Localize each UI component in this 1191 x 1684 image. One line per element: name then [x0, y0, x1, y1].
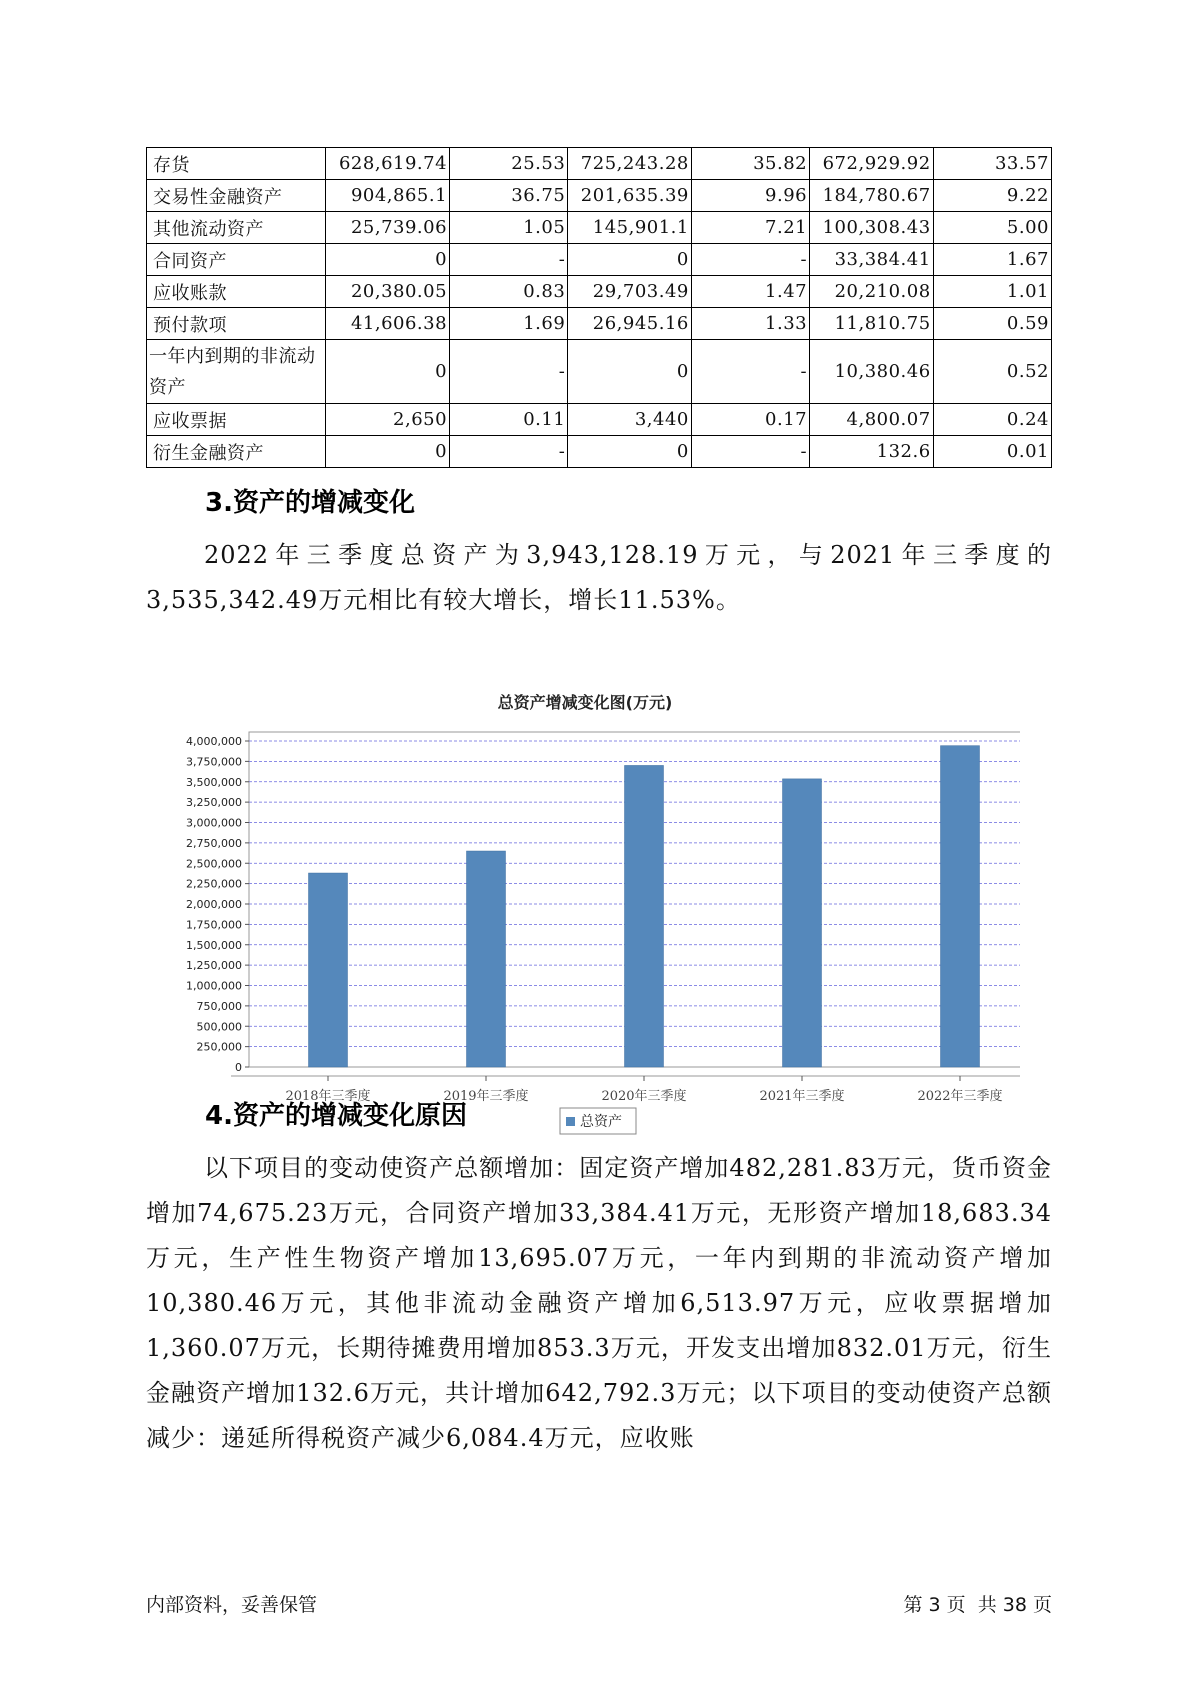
y-tick-label: 3,250,000	[186, 796, 242, 810]
value-cell: 20,210.08	[810, 276, 934, 308]
table-row	[147, 436, 1052, 468]
value-cell: 201,635.39	[568, 180, 692, 212]
y-tick-label: 4,000,000	[186, 735, 242, 748]
asset-table	[146, 147, 1052, 468]
percent-cell: 0.59	[933, 308, 1051, 340]
legend-swatch	[566, 1117, 575, 1126]
footer-confidential: 内部资料，妥善保管	[146, 1594, 318, 1616]
percent-cell: 0.24	[933, 404, 1051, 436]
percent-cell: -	[691, 340, 809, 404]
value-cell: 725,243.28	[568, 148, 692, 180]
percent-cell: 0.83	[450, 276, 568, 308]
percent-cell: 5.00	[933, 212, 1051, 244]
table-row	[147, 276, 1052, 308]
section-4-paragraph: 以下项目的变动使资产总额增加：固定资产增加482,281.83万元，货币资金增加74,675.23万元，合同资产增加33,384.41万元，无形资产增加18,683.34万元，生产性生物资产增加13,695.07万元，一年内到期的非流动资产增加10,380.46万元，其他非流动金融资产增加6,513.97万元，应收票据增加1,360.07万元，长期待摊费用增加853.3万元，开发支出增加832.01万元，衍生金融资产增加132.6万元，共计增加642,792.3万元；以下项目的变动使资产总额减少：递延所得税资产减少6,084.4万元，应收账	[146, 1154, 1052, 1452]
y-tick-label: 500,000	[196, 1020, 242, 1034]
value-cell: 41,606.38	[326, 308, 450, 340]
chart-title: 总资产增减变化图(万元)	[497, 693, 673, 712]
y-tick-label: 0	[235, 1061, 242, 1074]
percent-cell: 1.01	[933, 276, 1051, 308]
y-tick-label: 1,250,000	[186, 959, 242, 973]
x-tick-label: 2022年三季度	[917, 1089, 1003, 1104]
total-assets-chart	[150, 690, 1020, 1150]
percent-cell: 33.57	[933, 148, 1051, 180]
percent-cell: 0.11	[450, 404, 568, 436]
table-row	[147, 212, 1052, 244]
percent-cell: 7.21	[691, 212, 809, 244]
value-cell: 100,308.43	[810, 212, 934, 244]
percent-cell: 35.82	[691, 148, 809, 180]
legend-label: 总资产	[580, 1114, 622, 1130]
value-cell: 0	[568, 436, 692, 468]
value-cell: 145,901.1	[568, 212, 692, 244]
section-3-heading: 3.资产的增减变化	[205, 488, 415, 518]
value-cell: 29,703.49	[568, 276, 692, 308]
percent-cell: -	[450, 340, 568, 404]
value-cell: 132.6	[810, 436, 934, 468]
percent-cell: 0.01	[933, 436, 1051, 468]
y-tick-label: 1,750,000	[186, 918, 242, 932]
y-tick-label: 1,000,000	[186, 979, 242, 993]
table-row	[147, 244, 1052, 276]
table-row	[147, 404, 1052, 436]
value-cell: 2,650	[326, 404, 450, 436]
y-tick-label: 750,000	[196, 999, 242, 1013]
value-cell: 3,440	[568, 404, 692, 436]
percent-cell: 25.53	[450, 148, 568, 180]
percent-cell: 1.33	[691, 308, 809, 340]
percent-cell: -	[450, 436, 568, 468]
y-tick-label: 3,500,000	[186, 775, 242, 789]
table-row	[147, 148, 1052, 180]
percent-cell: -	[691, 244, 809, 276]
value-cell: 0	[568, 244, 692, 276]
name-cell: 存货	[147, 148, 326, 180]
value-cell: 33,384.41	[810, 244, 934, 276]
percent-cell: 36.75	[450, 180, 568, 212]
y-tick-label: 2,500,000	[186, 857, 242, 871]
value-cell: 11,810.75	[810, 308, 934, 340]
table-body	[147, 148, 1052, 468]
name-cell: 预付款项	[147, 308, 326, 340]
value-cell: 0	[326, 244, 450, 276]
table-row	[147, 340, 1052, 404]
percent-cell: 9.96	[691, 180, 809, 212]
bar	[941, 746, 980, 1067]
section-4-heading: 4.资产的增减变化原因	[205, 1101, 467, 1131]
value-cell: 10,380.46	[810, 340, 934, 404]
footer-page-number: 第 3 页 共 38 页	[903, 1594, 1052, 1616]
percent-cell: 1.05	[450, 212, 568, 244]
percent-cell: 9.22	[933, 180, 1051, 212]
table-row	[147, 180, 1052, 212]
name-cell: 其他流动资产	[147, 212, 326, 244]
bar	[783, 779, 822, 1067]
y-tick-label: 250,000	[196, 1040, 242, 1054]
x-tick-label: 2018年三季度	[285, 1089, 371, 1104]
percent-cell: -	[450, 244, 568, 276]
x-tick-label: 2020年三季度	[601, 1089, 687, 1104]
y-tick-label: 2,000,000	[186, 898, 242, 911]
name-cell: 应收账款	[147, 276, 326, 308]
percent-cell: -	[691, 436, 809, 468]
section-3-paragraph: 2022年三季度总资产为3,943,128.19万元，与2021年三季度的3,535,342.49万元相比有较大增长，增长11.53%。	[146, 541, 1052, 614]
value-cell: 0	[326, 436, 450, 468]
chart-svg	[150, 690, 1020, 1150]
y-tick-label: 2,750,000	[186, 836, 242, 850]
value-cell: 628,619.74	[326, 148, 450, 180]
percent-cell: 1.47	[691, 276, 809, 308]
name-cell: 合同资产	[147, 244, 326, 276]
y-tick-label: 1,500,000	[186, 938, 242, 952]
y-tick-label: 3,000,000	[186, 816, 242, 830]
percent-cell: 1.67	[933, 244, 1051, 276]
bar	[309, 873, 348, 1067]
x-tick-label: 2021年三季度	[759, 1089, 845, 1104]
value-cell: 184,780.67	[810, 180, 934, 212]
value-cell: 0	[326, 340, 450, 404]
value-cell: 0	[568, 340, 692, 404]
name-cell: 应收票据	[147, 404, 326, 436]
value-cell: 904,865.1	[326, 180, 450, 212]
value-cell: 26,945.16	[568, 308, 692, 340]
bar	[467, 851, 506, 1067]
table-row	[147, 308, 1052, 340]
percent-cell: 0.52	[933, 340, 1051, 404]
percent-cell: 1.69	[450, 308, 568, 340]
y-tick-label: 3,750,000	[186, 755, 242, 769]
x-tick-label: 2019年三季度	[443, 1089, 529, 1104]
value-cell: 25,739.06	[326, 212, 450, 244]
value-cell: 20,380.05	[326, 276, 450, 308]
value-cell: 672,929.92	[810, 148, 934, 180]
value-cell: 4,800.07	[810, 404, 934, 436]
name-cell: 一年内到期的非流动资产	[147, 340, 326, 404]
name-cell: 交易性金融资产	[147, 180, 326, 212]
name-cell: 衍生金融资产	[147, 436, 326, 468]
percent-cell: 0.17	[691, 404, 809, 436]
y-tick-label: 2,250,000	[186, 877, 242, 891]
bar	[625, 765, 664, 1067]
